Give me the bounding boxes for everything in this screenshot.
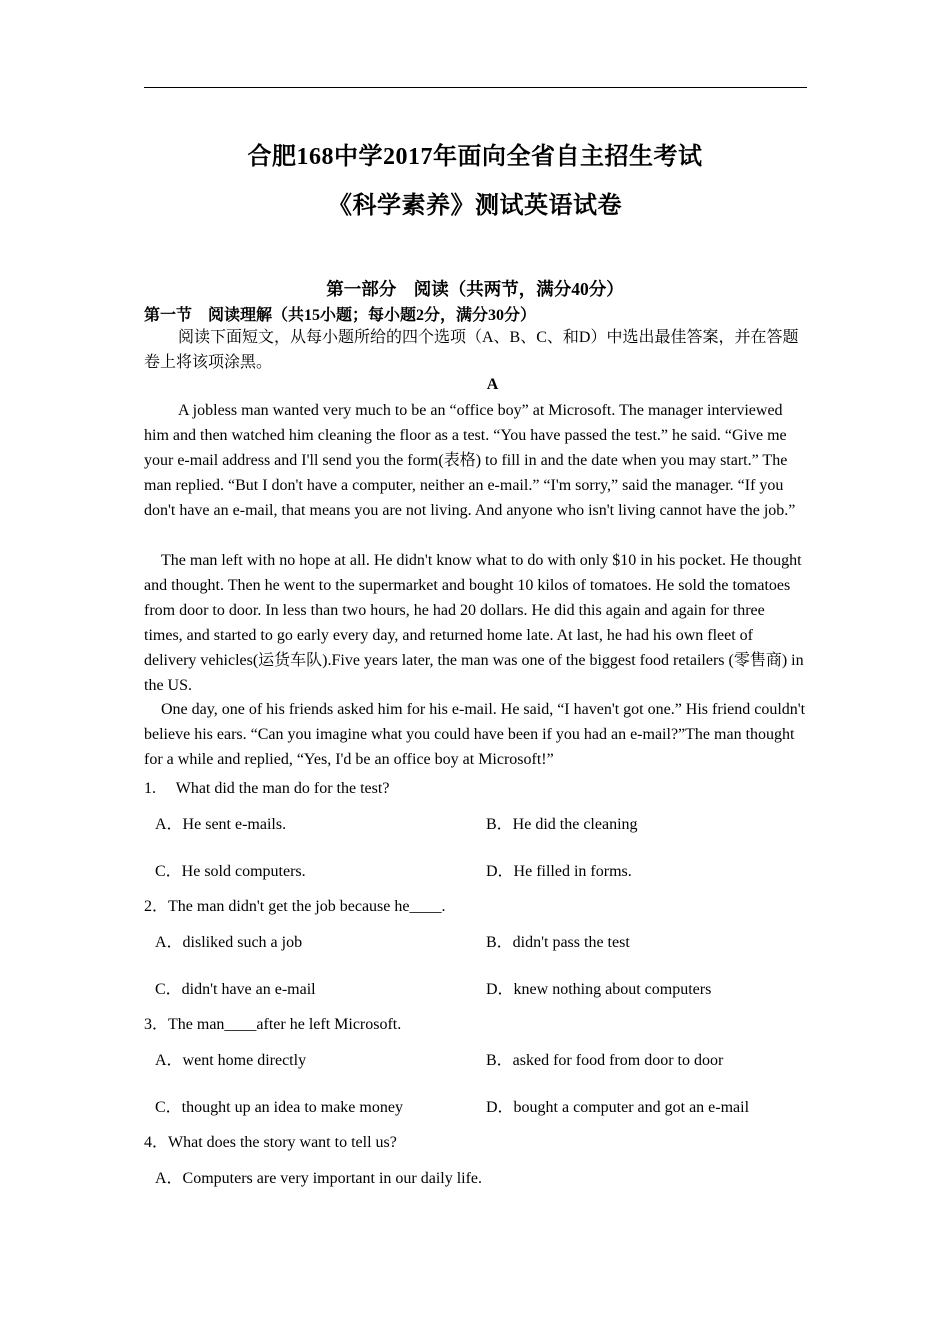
passage-paragraph: One day, one of his friends asked him for his e-mail. He said, “I haven't got one.” His friend couldn't believe his ears. “Can you imagine what you could have been if you had an e-mail?”The man thought for a while and replied, “Yes, I'd be an office boy at Microsoft!” bbox=[144, 701, 806, 768]
question-stem: 1. What did the man do for the test? bbox=[144, 780, 390, 797]
option-d: D．knew nothing about computers bbox=[486, 981, 712, 998]
option-c: C．didn't have an e-mail bbox=[155, 981, 316, 998]
question-stem: 2．The man didn't get the job because he____. bbox=[144, 898, 446, 915]
section-heading: 第一节 阅读理解（共15小题；每小题2分，满分30分） bbox=[144, 307, 537, 324]
option-d: D．bought a computer and got an e-mail bbox=[486, 1099, 750, 1116]
passage-letter: A bbox=[486, 376, 499, 393]
option-b: B．He did the cleaning bbox=[486, 816, 638, 833]
option-b: B．didn't pass the test bbox=[486, 934, 630, 951]
exam-title: 合肥168中学2017年面向全省自主招生考试 bbox=[247, 144, 703, 170]
header-rule bbox=[144, 87, 807, 88]
passage-paragraph: A jobless man wanted very much to be an “office boy” at Microsoft. The manager interviewed him and then watched him cleaning the floor as a test. “You have passed the test.” he said. “Give me your e-mail address and I'll send you the form(表格) to fill in and the date when you may start.” The man replied. “But I don't have a computer, neither an e-mail.” “I'm sorry,” said the manager. “If you don't have an e-mail, that means you are not living. And anyone who isn't living cannot have the job.” bbox=[144, 402, 796, 519]
exam-subtitle: 《科学素养》测试英语试卷 bbox=[328, 193, 622, 219]
option-a: A．went home directly bbox=[155, 1052, 307, 1069]
option-d: D．He filled in forms. bbox=[486, 863, 632, 880]
option-a: A．He sent e-mails. bbox=[155, 816, 287, 833]
instructions: 阅读下面短文，从每小题所给的四个选项（A、B、C、和D）中选出最佳答案，并在答题卷上将该项涂黑。 bbox=[144, 329, 799, 371]
option-a: A．disliked such a job bbox=[155, 934, 303, 951]
option-b: B．asked for food from door to door bbox=[486, 1052, 724, 1069]
part-heading: 第一部分 阅读（共两节，满分40分） bbox=[326, 279, 624, 299]
option-a: A．Computers are very important in our daily life. bbox=[155, 1170, 483, 1187]
option-c: C．thought up an idea to make money bbox=[155, 1099, 403, 1116]
question-stem: 4．What does the story want to tell us? bbox=[144, 1134, 397, 1151]
passage-paragraph: The man left with no hope at all. He didn't know what to do with only $10 in his pocket. He thought and thought. Then he went to the supermarket and bought 10 kilos of tomatoes. He sold the tomatoes from door to door. In less than two hours, he had 20 dollars. He did this again and again for three times, and started to go early every day, and returned home late. At last, he had his own fleet of delivery vehicles(运货车队).Five years later, the man was one of the biggest food retailers (零售商) in the US. bbox=[144, 552, 804, 694]
question-stem: 3．The man____after he left Microsoft. bbox=[144, 1016, 402, 1033]
option-c: C．He sold computers. bbox=[155, 863, 306, 880]
